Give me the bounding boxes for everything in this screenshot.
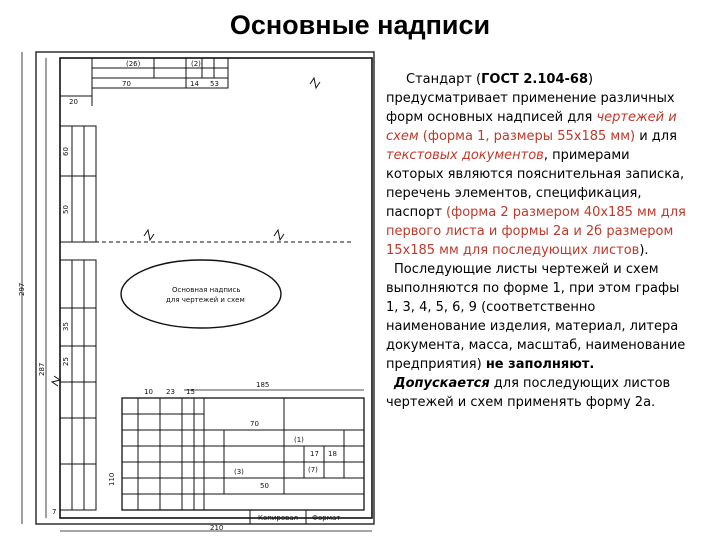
dim-35: 35 [62,322,70,331]
dim-14: 14 [190,80,199,88]
dim-70b: 70 [250,420,259,428]
slide-title: Основные надписи [229,10,491,40]
oval-label-2: для чертежей и схем [166,296,245,304]
dim-10: 10 [144,388,153,396]
dim-25: 25 [62,357,70,366]
paragraph-standard: Стандарт (ГОСТ 2.104-68) предусматривает применение различных форм основных надписей для чертежей и схем (форма 1, размеры 55х185 мм) и для текстовых документов, примерами которых являются пояснительная записка, перечень элементов, спецификация, паспорт (форма 2 размером 40х185 мм для первого листа и формы 2а и 2б размером 15х185 мм для последующих листов). [386,72,686,258]
bottom-label-format: Формат [312,514,341,522]
dim-17: 17 [310,450,319,458]
dim-18: 18 [328,450,337,458]
dim-50b: 50 [260,482,269,490]
dim-70: 70 [122,80,131,88]
title-block-drawing [14,46,379,536]
code-7: (7) [308,466,318,474]
dim-7: 7 [52,508,57,516]
bottom-label-copied: Копировал [258,514,298,522]
dim-20: 20 [69,98,78,106]
paragraph-next-sheets: Последующие листы чертежей и схем выполняются по форме 1, при этом графы 1, 3, 4, 5, 6, 9 (соответственно наименование изделия, материал, литера документа, масса, масштаб, наименование предприятия) не заполняют. [386,262,686,372]
paragraph-allowed: Допускается для последующих листов чертежей и схем применять форму 2а. [386,376,671,410]
dim-60: 60 [62,147,70,156]
dim-26: (26) [126,60,141,68]
description-text [386,70,686,412]
dim-110: 110 [108,472,116,486]
dim-15: 15 [186,388,195,396]
dim-23: 23 [166,388,175,396]
oval-label-1: Основная надпись [172,286,241,294]
dim-50: 50 [62,205,70,214]
dim-53: 53 [210,80,219,88]
dim-2: (2) [191,60,201,68]
code-1: (1) [294,436,304,444]
dim-297: 297 [18,282,26,296]
dim-287: 287 [38,362,46,376]
code-3: (3) [234,468,244,476]
dim-210: 210 [210,524,224,532]
dim-185: 185 [256,381,270,389]
